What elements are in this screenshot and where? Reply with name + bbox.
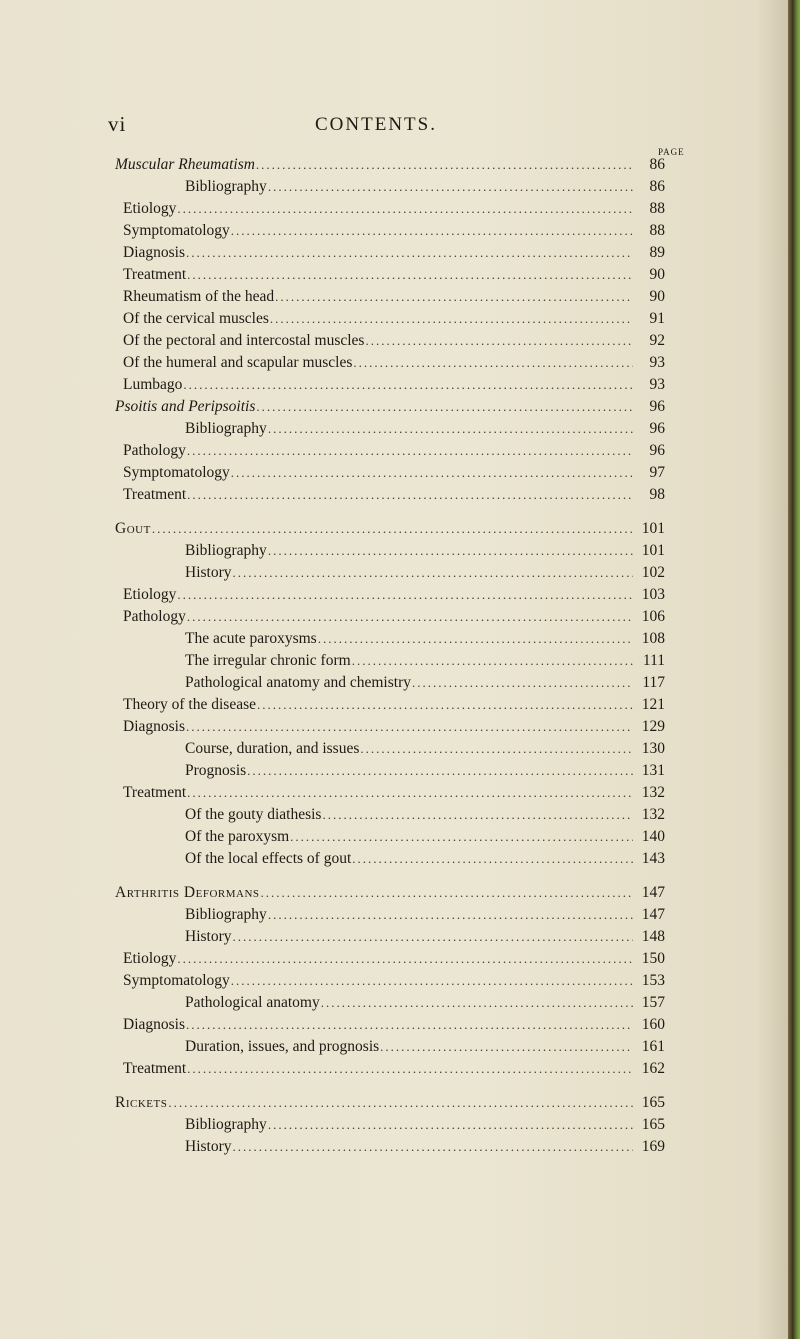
toc-entry-page: 86 xyxy=(649,178,665,195)
toc-entry-page: 147 xyxy=(641,906,665,923)
toc-entry-title: Diagnosis xyxy=(123,244,185,261)
toc-entry-page: 153 xyxy=(641,972,665,989)
toc-entry-title: History xyxy=(185,564,232,581)
toc-entry xyxy=(115,440,665,462)
toc-entry xyxy=(115,1136,665,1158)
toc-entry-page: 90 xyxy=(649,288,665,305)
toc-entry-page: 131 xyxy=(641,762,665,779)
toc-entry xyxy=(115,694,665,716)
dot-leader xyxy=(187,606,633,628)
toc-entry-page: 157 xyxy=(641,994,665,1011)
dot-leader xyxy=(365,330,633,352)
toc-entry-page: 96 xyxy=(649,420,665,437)
toc-entry-title: Duration, issues, and prognosis xyxy=(185,1038,380,1055)
dot-leader xyxy=(268,176,633,198)
toc-entry-title: Of the local effects of gout xyxy=(185,850,352,867)
toc-entry xyxy=(115,826,665,848)
page-header xyxy=(0,112,788,142)
toc-entry xyxy=(115,760,665,782)
toc-entry-title: Treatment xyxy=(123,266,187,283)
dot-leader xyxy=(268,1114,633,1136)
dot-leader xyxy=(187,1058,633,1080)
toc-entry-page: 162 xyxy=(641,1060,665,1077)
dot-leader xyxy=(186,1014,633,1036)
toc-entry-page: 147 xyxy=(641,884,665,901)
toc-entry-page: 160 xyxy=(641,1016,665,1033)
dot-leader xyxy=(268,540,633,562)
dot-leader xyxy=(352,848,633,870)
toc-entry-title: History xyxy=(185,928,232,945)
dot-leader xyxy=(186,716,633,738)
dot-leader xyxy=(177,584,633,606)
toc-entry-title: Lumbago xyxy=(123,376,183,393)
toc-entry xyxy=(115,584,665,606)
toc-entry-page: 88 xyxy=(649,200,665,217)
dot-leader xyxy=(187,782,633,804)
toc-entry-page: 129 xyxy=(641,718,665,735)
toc-entry-title: Diagnosis xyxy=(123,718,185,735)
dot-leader xyxy=(231,220,633,242)
toc-entry xyxy=(115,286,665,308)
toc-entry-page: 150 xyxy=(641,950,665,967)
toc-entry-page: 111 xyxy=(642,652,665,669)
toc-entry-title: Of the paroxysm xyxy=(185,828,290,845)
toc-entry-title: Of the humeral and scapular muscles xyxy=(123,354,353,371)
dot-leader xyxy=(168,1092,633,1114)
toc-entry xyxy=(115,154,665,176)
dot-leader xyxy=(187,264,633,286)
toc-entry xyxy=(115,308,665,330)
toc-entry-page: 88 xyxy=(649,222,665,239)
toc-entry-page: 98 xyxy=(649,486,665,503)
toc-entry-title: Theory of the disease xyxy=(123,696,256,713)
toc-entry xyxy=(115,220,665,242)
toc-entry xyxy=(115,1058,665,1080)
toc-entry-title: Diagnosis xyxy=(123,1016,185,1033)
toc-entry xyxy=(115,970,665,992)
toc-entry xyxy=(115,904,665,926)
toc-entry-title: Bibliography xyxy=(185,1116,267,1133)
toc-entry-page: 93 xyxy=(649,376,665,393)
toc-entry xyxy=(115,804,665,826)
dot-leader xyxy=(353,352,633,374)
toc-entry-title: Bibliography xyxy=(185,420,267,437)
toc-entry-title: History xyxy=(185,1138,232,1155)
toc-entry-title: Symptomatology xyxy=(123,972,230,989)
toc-entry-page: 121 xyxy=(641,696,665,713)
toc-entry-title: Treatment xyxy=(123,784,187,801)
toc-entry-page: 86 xyxy=(649,156,665,173)
toc-entry-page: 96 xyxy=(649,398,665,415)
toc-entry xyxy=(115,948,665,970)
toc-entry-page: 97 xyxy=(649,464,665,481)
toc-entry-page: 143 xyxy=(641,850,665,867)
dot-leader xyxy=(152,518,633,540)
toc-entry-title: Of the pectoral and intercostal muscles xyxy=(123,332,365,349)
toc-entry-title: Bibliography xyxy=(185,542,267,559)
dot-leader xyxy=(318,628,633,650)
dot-leader xyxy=(177,198,633,220)
toc-entry xyxy=(115,992,665,1014)
dot-leader xyxy=(321,992,633,1014)
toc-entry xyxy=(115,562,665,584)
toc-entry-page: 96 xyxy=(649,442,665,459)
dot-leader xyxy=(231,970,633,992)
toc-entry-title: Pathology xyxy=(123,608,186,625)
dot-leader xyxy=(231,462,633,484)
toc-entry xyxy=(115,650,665,672)
dot-leader xyxy=(352,650,633,672)
toc-entry xyxy=(115,738,665,760)
table-of-contents xyxy=(115,154,665,1158)
toc-entry-title: Etiology xyxy=(123,950,177,967)
toc-entry xyxy=(115,330,665,352)
dot-leader xyxy=(247,760,633,782)
toc-entry xyxy=(115,1092,665,1114)
toc-entry xyxy=(115,462,665,484)
dot-leader xyxy=(268,418,633,440)
toc-entry xyxy=(115,606,665,628)
toc-entry xyxy=(115,374,665,396)
toc-entry-title: Pathology xyxy=(123,442,186,459)
toc-entry-page: 102 xyxy=(641,564,665,581)
toc-entry-title: The acute paroxysms xyxy=(185,630,317,647)
dot-leader xyxy=(268,904,633,926)
dot-leader xyxy=(261,882,633,904)
dot-leader xyxy=(322,804,633,826)
toc-entry-page: 169 xyxy=(641,1138,665,1155)
folio-number: vi xyxy=(108,112,127,136)
dot-leader xyxy=(186,242,633,264)
toc-entry xyxy=(115,176,665,198)
toc-entry-title: Prognosis xyxy=(185,762,247,779)
toc-entry-title: Of the cervical muscles xyxy=(123,310,269,327)
toc-entry-title: Bibliography xyxy=(185,178,267,195)
dot-leader xyxy=(380,1036,633,1058)
toc-entry xyxy=(115,518,665,540)
dot-leader xyxy=(233,926,634,948)
toc-entry-page: 106 xyxy=(641,608,665,625)
toc-entry-title: Etiology xyxy=(123,586,177,603)
dot-leader xyxy=(183,374,633,396)
toc-entry-title: Psoitis and Peripsoitis xyxy=(115,398,256,415)
toc-entry xyxy=(115,882,665,904)
running-title: CONTENTS. xyxy=(315,114,437,135)
toc-entry-page: 90 xyxy=(649,266,665,283)
dot-leader xyxy=(270,308,633,330)
toc-entry xyxy=(115,242,665,264)
toc-entry-title: Symptomatology xyxy=(123,464,230,481)
toc-entry xyxy=(115,672,665,694)
toc-entry-page: 103 xyxy=(641,586,665,603)
dot-leader xyxy=(256,396,633,418)
toc-entry xyxy=(115,264,665,286)
dot-leader xyxy=(360,738,633,760)
page-column-label: PAGE xyxy=(658,147,685,157)
toc-entry xyxy=(115,848,665,870)
toc-entry xyxy=(115,484,665,506)
dot-leader xyxy=(275,286,633,308)
toc-entry-page: 130 xyxy=(641,740,665,757)
dot-leader xyxy=(412,672,633,694)
toc-entry-title: Symptomatology xyxy=(123,222,230,239)
toc-entry xyxy=(115,716,665,738)
dot-leader xyxy=(256,154,633,176)
book-spine-edge xyxy=(788,0,800,1339)
toc-entry-page: 148 xyxy=(641,928,665,945)
toc-entry-title: Rheumatism of the head xyxy=(123,288,275,305)
toc-entry-title: Pathological anatomy and chemistry xyxy=(185,674,411,691)
dot-leader xyxy=(233,1136,634,1158)
dot-leader xyxy=(290,826,633,848)
dot-leader xyxy=(177,948,633,970)
toc-entry-page: 93 xyxy=(649,354,665,371)
toc-entry-title: Rickets xyxy=(115,1094,168,1111)
toc-entry-title: Arthritis Deformans xyxy=(115,884,260,901)
toc-entry-title: Of the gouty diathesis xyxy=(185,806,322,823)
toc-entry xyxy=(115,1114,665,1136)
toc-entry-title: The irregular chronic form xyxy=(185,652,351,669)
dot-leader xyxy=(233,562,634,584)
toc-entry-page: 165 xyxy=(641,1116,665,1133)
toc-entry xyxy=(115,198,665,220)
toc-entry-title: Bibliography xyxy=(185,906,267,923)
toc-entry-page: 89 xyxy=(649,244,665,261)
toc-entry-title: Muscular Rheumatism xyxy=(115,156,255,173)
dot-leader xyxy=(187,440,633,462)
toc-entry xyxy=(115,418,665,440)
dot-leader xyxy=(257,694,633,716)
dot-leader xyxy=(187,484,633,506)
toc-entry xyxy=(115,926,665,948)
toc-entry-page: 132 xyxy=(641,784,665,801)
toc-entry-page: 140 xyxy=(641,828,665,845)
toc-entry-page: 117 xyxy=(642,674,665,691)
toc-entry-page: 91 xyxy=(649,310,665,327)
toc-entry xyxy=(115,628,665,650)
toc-entry-title: Gout xyxy=(115,520,151,537)
toc-entry xyxy=(115,1014,665,1036)
toc-entry-title: Pathological anatomy xyxy=(185,994,320,1011)
toc-entry xyxy=(115,396,665,418)
toc-entry-title: Etiology xyxy=(123,200,177,217)
toc-entry-title: Treatment xyxy=(123,1060,187,1077)
toc-entry xyxy=(115,540,665,562)
toc-entry xyxy=(115,1036,665,1058)
toc-entry-title: Course, duration, and issues xyxy=(185,740,360,757)
toc-entry-page: 101 xyxy=(641,520,665,537)
toc-entry-page: 161 xyxy=(641,1038,665,1055)
toc-entry-title: Treatment xyxy=(123,486,187,503)
toc-entry-page: 165 xyxy=(641,1094,665,1111)
toc-entry-page: 101 xyxy=(641,542,665,559)
toc-entry xyxy=(115,352,665,374)
toc-entry xyxy=(115,782,665,804)
toc-entry-page: 92 xyxy=(649,332,665,349)
toc-entry-page: 132 xyxy=(641,806,665,823)
toc-entry-page: 108 xyxy=(641,630,665,647)
